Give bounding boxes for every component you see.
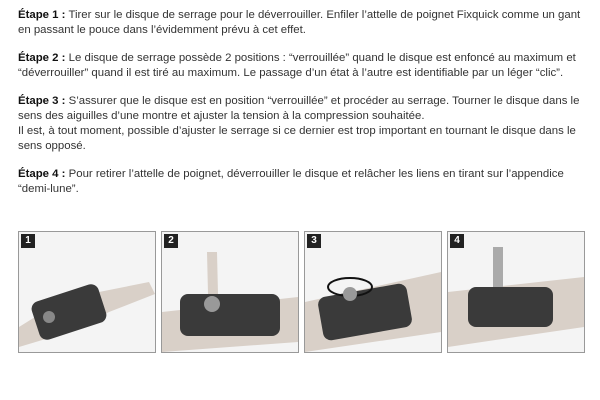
- instructions: [18, 8, 588, 210]
- step-images: [18, 231, 586, 353]
- step-number-badge: 3: [307, 234, 321, 248]
- wrist-splint-illustration: [305, 232, 441, 352]
- step-number-badge: 4: [450, 234, 464, 248]
- step-number-badge: 1: [21, 234, 35, 248]
- step-image-4: [447, 231, 585, 353]
- step-image-1: [18, 231, 156, 353]
- step-label: Étape 3 :: [18, 95, 66, 107]
- step-text: Tirer sur le disque de serrage pour le déverrouiller. Enfiler l’attelle de poignet Fixquick comme un gant en passant le pouce dans l’évidemment prévu à cet effet.: [18, 9, 581, 36]
- step-text: Pour retirer l’attelle de poignet, déverrouiller le disque et relâcher les liens en tirant sur l’appendice “demi-lune”.: [18, 168, 564, 195]
- wrist-splint-illustration: [19, 232, 155, 352]
- step-number-badge: 2: [164, 234, 178, 248]
- step-3: [18, 94, 588, 154]
- step-label: Étape 1 :: [18, 9, 66, 21]
- step-label: Étape 4 :: [18, 168, 66, 180]
- step-text: Il est, à tout moment, possible d’ajuster le serrage si ce dernier est trop important en tournant le disque dans le sens opposé.: [18, 125, 576, 152]
- step-text: Le disque de serrage possède 2 positions : “verrouillée” quand le disque est enfoncé au maximum et “déverrouiller” quand il est tiré au maximum. Le passage d’un état à l’autre est identifiable par un léger “clic”.: [18, 52, 576, 79]
- step-4: [18, 167, 588, 197]
- step-label: Étape 2 :: [18, 52, 66, 64]
- step-image-2: [161, 231, 299, 353]
- step-text: S’assurer que le disque est en position “verrouillée” et procéder au serrage. Tourner le disque dans le sens des aiguilles d’une montre et ajuster la tension à la compression souhaitée.: [18, 95, 580, 122]
- wrist-splint-illustration: [448, 232, 584, 352]
- step-1: [18, 8, 588, 38]
- step-image-3: [304, 231, 442, 353]
- step-2: [18, 51, 588, 81]
- wrist-splint-illustration: [162, 232, 298, 352]
